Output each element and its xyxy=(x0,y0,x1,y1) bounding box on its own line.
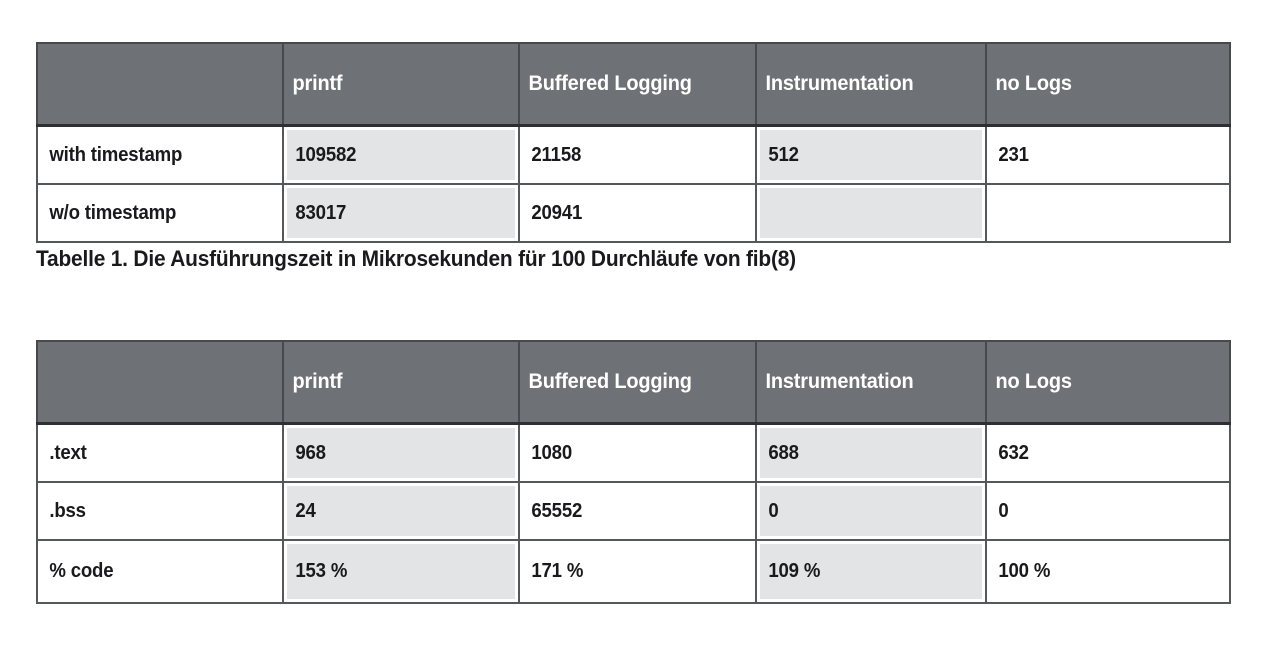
value-cell xyxy=(283,424,519,483)
cell-value: 632 xyxy=(998,441,1029,464)
value-cell xyxy=(986,184,1230,242)
value-cell xyxy=(756,482,986,540)
cell-value: 24 xyxy=(295,499,316,522)
table-row xyxy=(37,540,1230,603)
row-label-cell xyxy=(37,482,283,540)
value-cell xyxy=(519,184,756,242)
header-label: printf xyxy=(292,370,343,393)
value-cell xyxy=(519,424,756,483)
value-cell xyxy=(986,424,1230,483)
cell-value: 65552 xyxy=(531,499,583,522)
cell-value: 83017 xyxy=(295,201,347,224)
value-cell xyxy=(283,184,519,242)
row-label-cell xyxy=(37,126,283,185)
row-label-cell xyxy=(37,424,283,483)
row-label: w/o timestamp xyxy=(49,201,177,224)
value-cell xyxy=(283,540,519,603)
cell-value: 0 xyxy=(768,499,779,522)
value-cell xyxy=(756,184,986,242)
code-size-table xyxy=(36,340,1231,604)
header-cell-empty xyxy=(37,43,283,126)
cell-value: 171 % xyxy=(531,560,584,582)
row-label-cell xyxy=(37,540,283,603)
header-cell-no-logs xyxy=(986,43,1230,126)
table-caption: Tabelle 1. Die Ausführungszeit in Mikrosekunden für 100 Durchläufe von fib(8) xyxy=(36,246,796,271)
value-cell xyxy=(756,540,986,603)
value-cell xyxy=(519,482,756,540)
value-cell xyxy=(283,126,519,185)
cell-value: 109582 xyxy=(295,143,357,166)
header-cell-empty xyxy=(37,341,283,424)
cell-value: 231 xyxy=(998,143,1029,166)
cell-value: 109 % xyxy=(768,560,821,582)
table-header-row xyxy=(37,341,1230,424)
cell-value: 21158 xyxy=(531,143,582,166)
cell-value: 512 xyxy=(768,143,799,166)
row-label: .bss xyxy=(49,499,86,522)
row-label: .text xyxy=(49,441,87,464)
value-cell xyxy=(986,482,1230,540)
row-label-cell xyxy=(37,184,283,242)
header-cell-instrumentation xyxy=(756,43,986,126)
cell-value: 0 xyxy=(998,499,1009,522)
table-row xyxy=(37,126,1230,185)
header-label: Buffered Logging xyxy=(528,72,692,95)
value-cell xyxy=(986,540,1230,603)
header-cell-instrumentation xyxy=(756,341,986,424)
header-label: Instrumentation xyxy=(765,370,914,393)
header-label: no Logs xyxy=(995,370,1072,393)
table-row xyxy=(37,184,1230,242)
cell-value: 1080 xyxy=(531,441,573,464)
row-label: with timestamp xyxy=(49,143,183,166)
header-cell-printf xyxy=(283,341,519,424)
value-cell xyxy=(756,126,986,185)
cell-value: 688 xyxy=(768,441,799,464)
header-label: no Logs xyxy=(995,72,1072,95)
execution-time-table xyxy=(36,42,1231,243)
header-cell-buffered-logging xyxy=(519,341,756,424)
cell-value: 100 % xyxy=(998,560,1051,582)
value-cell xyxy=(519,540,756,603)
value-cell xyxy=(986,126,1230,185)
header-cell-printf xyxy=(283,43,519,126)
header-label: Buffered Logging xyxy=(528,370,692,393)
row-label: % code xyxy=(49,560,114,582)
value-cell xyxy=(519,126,756,185)
cell-value: 153 % xyxy=(295,560,348,582)
header-label: printf xyxy=(292,72,343,95)
header-cell-buffered-logging xyxy=(519,43,756,126)
value-cell xyxy=(756,424,986,483)
table-header-row xyxy=(37,43,1230,126)
cell-value: 968 xyxy=(295,441,326,464)
cell-value: 20941 xyxy=(531,201,583,224)
value-cell xyxy=(283,482,519,540)
header-cell-no-logs xyxy=(986,341,1230,424)
header-label: Instrumentation xyxy=(765,72,914,95)
table-row xyxy=(37,482,1230,540)
table-row xyxy=(37,424,1230,483)
